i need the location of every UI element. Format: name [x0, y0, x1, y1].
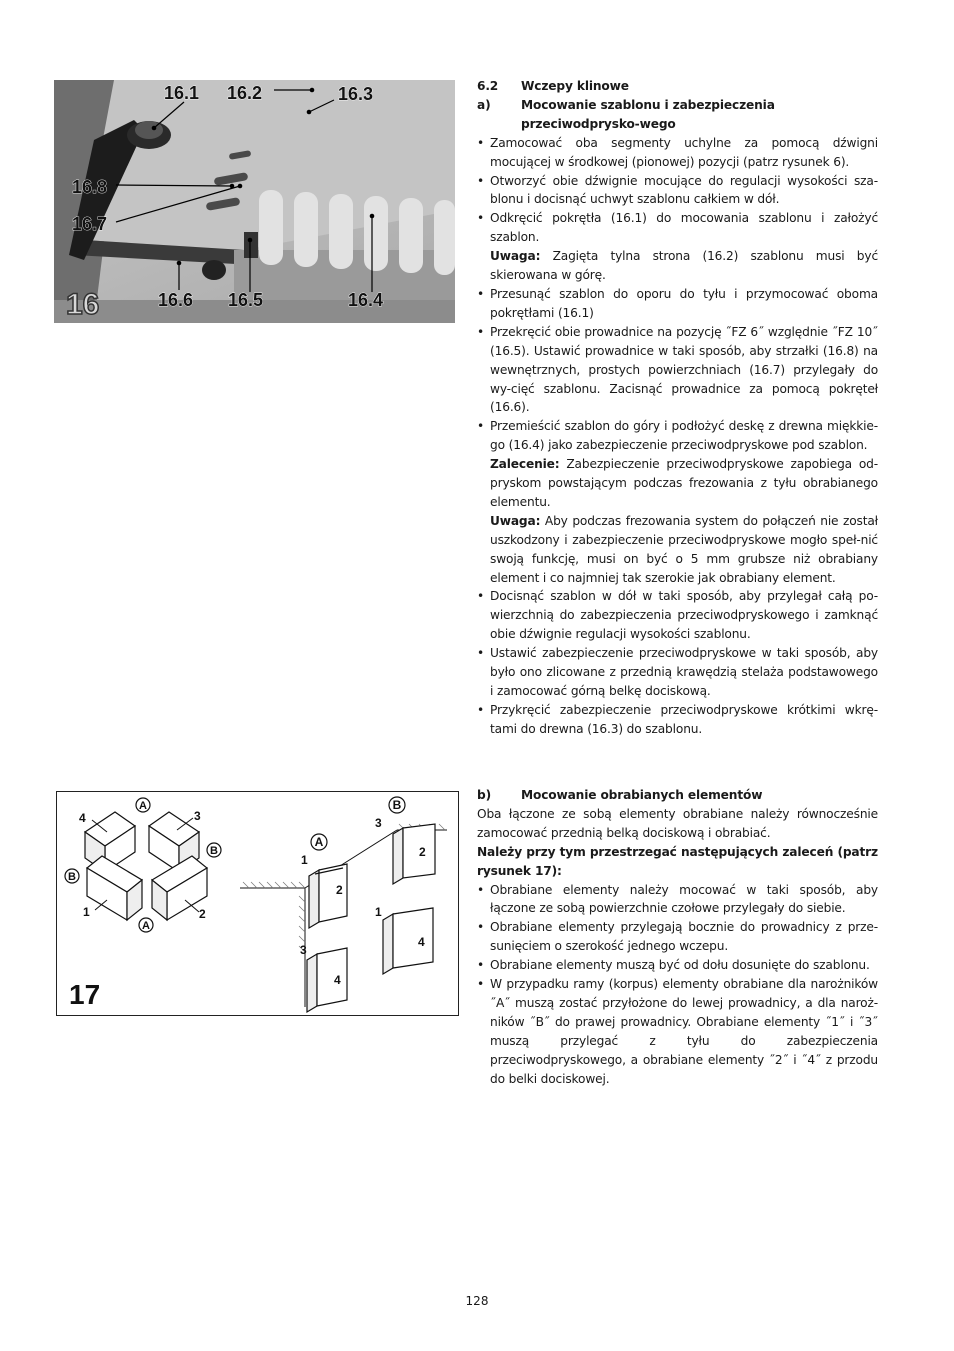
subsection-b-label: b) [477, 788, 491, 802]
corner-b-jig: B [392, 798, 402, 812]
list-item: • Obrabiane elementy przylegają bocznie do prowadnicy z prze-sunięciem o szerokość jednego wczepu. [477, 918, 878, 956]
corner-a-top: A [139, 800, 147, 812]
recommendation: Zalecenie: Zabezpieczenie przeciwodpryskowe zapobiega od-pryskom powstającym podczas frezowania z tyłu obrabianego elementu. [490, 457, 878, 509]
corner-b-right: B [210, 845, 218, 857]
section-b [477, 786, 878, 1089]
subsection-b-intro: Oba łączone ze sobą elementy obrabiane należy równocześnie zamocować przednią belką dociskową i obrabiać. [477, 806, 878, 840]
fig17-right-piece-1: 1 [375, 905, 382, 919]
label-16-1: 16.1 [164, 83, 200, 103]
list-item: • Otworzyć obie dźwignie mocujące do regulacji wysokości sza-blonu i docisnąć uchwyt szablonu całkiem w dół. [477, 172, 878, 210]
figure-16 [54, 80, 455, 323]
fig17-left-piece-1: 1 [83, 905, 90, 919]
subsection-b-list [477, 881, 878, 1089]
page-number: 128 [465, 1294, 489, 1308]
list-item: • Odkręcić pokrętła (16.1) do mocowania szablonu i założyć szablon. Uwaga: Zagięta tylna strona (16.2) szablonu musi być skierowana w górę. [477, 209, 878, 285]
section-title: Wczepy klinowe [521, 79, 629, 93]
label-16-6: 16.6 [158, 290, 194, 310]
fig17-left-piece-4: 4 [79, 811, 86, 825]
label-16-4: 16.4 [348, 290, 384, 310]
fig17-right-piece-4: 4 [418, 935, 425, 949]
corner-b-left: B [68, 871, 76, 883]
subsection-b-heading [477, 786, 878, 805]
subsection-a-heading [477, 96, 878, 134]
list-item: • W przypadku ramy (korpus) elementy obrabiane dla narożników ˝A˝ muszą zostać przyłożone do lewej prowadnicy, a dla naroż-ników ˝B˝ do prawej prowadnicy. Obrabiane elementy ˝1˝ i ˝3˝ muszą przylegać z tyłu do zabezpieczenia przeciwodpryskowego, a obrabiane elementy ˝2˝ i ˝4˝ z przodu do belki dociskowej. [477, 975, 878, 1088]
label-16-7: 16.7 [72, 214, 108, 234]
fig17-right-piece-1-top: 1 [301, 853, 308, 867]
section-heading [477, 77, 878, 96]
subsection-b-title: Mocowanie obrabianych elementów [521, 788, 763, 802]
fig17-right-piece-3-top: 3 [375, 816, 382, 830]
label-16-5: 16.5 [228, 290, 264, 310]
list-item: • Obrabiane elementy należy mocować w taki sposób, aby łączone ze sobą powierzchnie czołowe przylegały do siebie. [477, 881, 878, 919]
list-item: • Zamocować oba segmenty uchylne za pomocą dźwigni mocującej w środkowej (pionowej) pozycji (patrz rysunek 6). [477, 134, 878, 172]
figure-17-number: 17 [69, 979, 101, 1010]
list-item: • Przesunąć szablon do oporu do tyłu i przymocować oboma pokrętłami (16.1) [477, 285, 878, 323]
section-number: 6.2 [477, 79, 499, 93]
fig17-left-piece-2: 2 [199, 907, 206, 921]
fig17-right-piece-2: 2 [419, 845, 426, 859]
list-item: • Przekręcić obie prowadnice na pozycję ˝FZ 6˝ względnie ˝FZ 10˝ (16.5). Ustawić prowadnice w taki sposób, aby strzałki (16.8) na wewnętrznych, prostych powierzchniach (16.7) przylegały do wy-cięć szablonu. Zacisnąć prowadnice za pomocą pokręteł (16.6). [477, 323, 878, 418]
label-16-2: 16.2 [227, 83, 263, 103]
note-1: Uwaga: Zagięta tylna strona (16.2) szablonu musi być skierowana w górę. [490, 249, 878, 283]
figure-17 [56, 791, 459, 1016]
label-16-3: 16.3 [338, 84, 374, 104]
fig17-left-piece-3: 3 [194, 809, 201, 823]
label-16-8: 16.8 [72, 177, 108, 197]
figure-16-number: 16 [66, 288, 100, 321]
corner-a-bottom: A [142, 920, 150, 932]
note-2: Uwaga: Aby podczas frezowania system do połączeń nie został uszkodzony i zabezpieczenie przeciwodpryskowe mogło speł-nić swoją funkcję, musi on być o 5 mm grubsze niż obrabiany element i co najmniej tak szerokie jak obrabiany element. [490, 513, 878, 585]
list-item: • Przykręcić zabezpieczenie przeciwodpryskowe krótkimi wkrę-tami do drewna (16.3) do szablonu. [477, 701, 878, 739]
list-item: • Przemieścić szablon do góry i podłożyć deskę z drewna miękkie-go (16.4) jako zabezpieczenie przeciwodpryskowe pod szablon. Zalecenie: Zabezpieczenie przeciwodpryskowe zapobiega od-pryskom powstającym podczas frezowania z tyłu obrabianego elementu. Uwaga: Aby podczas frezowania system do połączeń nie został uszkodzony i zabezpieczenie przeciwodpryskowe mogło speł-nić swoją funkcję, musi on być o 5 mm grubsze niż obrabiany element i co najmniej tak szerokie jak obrabiany element. [477, 417, 878, 587]
subsection-a-title: Mocowanie szablonu i zabezpieczenia przeciwodprysko-wego [521, 97, 775, 131]
list-item: • Docisnąć szablon w dół w taki sposób, aby przylegał całą po-wierzchnią do zabezpieczenia przeciwodpryskowego i zamknąć obie dźwignie regulacji wysokości szablonu. [477, 587, 878, 644]
list-item: • Obrabiane elementy muszą być od dołu dosunięte do szablonu. [477, 956, 878, 975]
section-6-2 [477, 77, 878, 739]
fig17-right-piece-3: 3 [300, 943, 307, 957]
subsection-a-label: a) [477, 97, 491, 112]
subsection-a-list [477, 134, 878, 739]
figure-16-photo [54, 80, 455, 323]
fig17-right-piece-4-bottom: 4 [334, 973, 341, 987]
subsection-b-bold-note: Należy przy tym przestrzegać następujących zaleceń (patrz rysunek 17): [477, 844, 878, 878]
list-item: • Ustawić zabezpieczenie przeciwodpryskowe w taki sposób, aby było ono zlicowane z przednią krawędzią stelaża podstawowego i zamocować górną belkę dociskową. [477, 644, 878, 701]
corner-a-jig: A [314, 835, 324, 849]
figure-17-drawing [57, 792, 458, 1015]
fig17-right-piece-2-front: 2 [336, 883, 343, 897]
